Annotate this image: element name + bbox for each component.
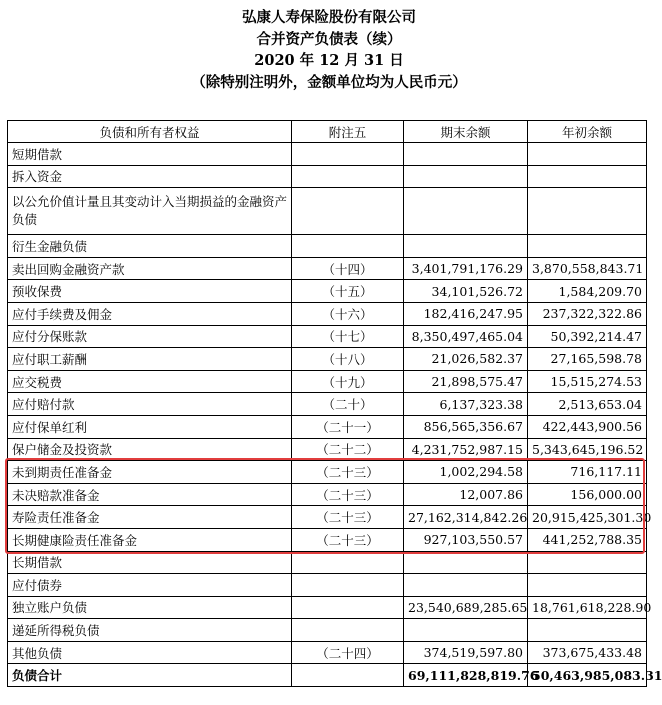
total-end-balance: 69,111,828,819.76	[404, 664, 528, 687]
row-item: 应付债券	[8, 574, 292, 597]
row-note	[292, 574, 404, 597]
row-begin-balance: 27,165,598.78	[528, 348, 647, 371]
table-header-row	[8, 121, 647, 143]
table-row	[8, 483, 647, 506]
row-end-balance	[404, 143, 528, 166]
row-item: 预收保费	[8, 280, 292, 303]
row-begin-balance	[528, 165, 647, 188]
row-note	[292, 188, 404, 235]
row-note	[292, 143, 404, 166]
table-row	[8, 257, 647, 280]
company-name: 弘康人寿保险股份有限公司	[242, 9, 416, 26]
row-item: 寿险责任准备金	[8, 506, 292, 529]
table-row	[8, 438, 647, 461]
row-begin-balance: 15,515,274.53	[528, 370, 647, 393]
row-item: 应付手续费及佣金	[8, 302, 292, 325]
table-row	[8, 415, 647, 438]
table-row	[8, 619, 647, 642]
row-begin-balance	[528, 143, 647, 166]
row-end-balance: 182,416,247.95	[404, 302, 528, 325]
row-item: 应付分保账款	[8, 325, 292, 348]
row-item: 未到期责任准备金	[8, 461, 292, 484]
table-row	[8, 143, 647, 166]
row-note	[292, 551, 404, 574]
row-begin-balance: 237,322,322.86	[528, 302, 647, 325]
table-row	[8, 302, 647, 325]
row-begin-balance	[528, 619, 647, 642]
row-note	[292, 235, 404, 258]
row-note: （十四）	[292, 257, 404, 280]
row-item: 未决赔款准备金	[8, 483, 292, 506]
row-item: 以公允价值计量且其变动计入当期损益的金融资产负债	[8, 188, 292, 235]
row-end-balance: 27,162,314,842.26	[404, 506, 528, 529]
row-end-balance	[404, 165, 528, 188]
table-row	[8, 235, 647, 258]
table-row	[8, 551, 647, 574]
row-end-balance: 6,137,323.38	[404, 393, 528, 416]
row-begin-balance: 373,675,433.48	[528, 641, 647, 664]
row-note	[292, 165, 404, 188]
currency-note: （除特别注明外，金额单位均为人民币元）	[191, 73, 467, 91]
row-note: （二十）	[292, 393, 404, 416]
row-note: （十五）	[292, 280, 404, 303]
row-begin-balance: 156,000.00	[528, 483, 647, 506]
table-row	[8, 280, 647, 303]
row-item: 应付职工薪酬	[8, 348, 292, 371]
row-note	[292, 596, 404, 619]
row-item: 其他负债	[8, 641, 292, 664]
row-end-balance: 34,101,526.72	[404, 280, 528, 303]
row-end-balance: 21,026,582.37	[404, 348, 528, 371]
row-item: 应付赔付款	[8, 393, 292, 416]
row-note: （二十三）	[292, 528, 404, 551]
total-row	[8, 664, 647, 687]
row-note: （二十一）	[292, 415, 404, 438]
row-note: （十九）	[292, 370, 404, 393]
row-begin-balance: 1,584,209.70	[528, 280, 647, 303]
report-title: 合并资产负债表（续）	[256, 30, 402, 48]
row-end-balance	[404, 619, 528, 642]
row-end-balance	[404, 235, 528, 258]
row-end-balance: 12,007.86	[404, 483, 528, 506]
row-end-balance: 4,231,752,987.15	[404, 438, 528, 461]
row-end-balance	[404, 551, 528, 574]
row-begin-balance	[528, 551, 647, 574]
row-begin-balance: 5,343,645,196.52	[528, 438, 647, 461]
table-row	[8, 325, 647, 348]
row-end-balance: 21,898,575.47	[404, 370, 528, 393]
report-header	[0, 0, 658, 93]
row-begin-balance	[528, 574, 647, 597]
table-row	[8, 641, 647, 664]
row-begin-balance	[528, 235, 647, 258]
row-item: 拆入资金	[8, 165, 292, 188]
row-note: （二十二）	[292, 438, 404, 461]
row-item: 递延所得税负债	[8, 619, 292, 642]
table-row	[8, 165, 647, 188]
row-begin-balance: 716,117.11	[528, 461, 647, 484]
row-begin-balance: 18,761,618,228.90	[528, 596, 647, 619]
table-row	[8, 370, 647, 393]
row-end-balance: 1,002,294.58	[404, 461, 528, 484]
row-note: （十六）	[292, 302, 404, 325]
row-begin-balance: 3,870,558,843.71	[528, 257, 647, 280]
row-note	[292, 664, 404, 687]
table-row	[8, 506, 647, 529]
col-header-note: 附注五	[292, 121, 404, 143]
table-row	[8, 528, 647, 551]
balance-sheet-table	[7, 120, 662, 687]
row-end-balance	[404, 188, 528, 235]
row-begin-balance: 422,443,900.56	[528, 415, 647, 438]
row-item: 长期健康险责任准备金	[8, 528, 292, 551]
row-item: 独立账户负债	[8, 596, 292, 619]
table-row	[8, 574, 647, 597]
col-header-begin-balance: 年初余额	[528, 121, 647, 143]
row-end-balance: 23,540,689,285.65	[404, 596, 528, 619]
row-begin-balance: 20,915,425,301.30	[528, 506, 647, 529]
table-row	[8, 188, 647, 235]
row-end-balance: 927,103,550.57	[404, 528, 528, 551]
row-item: 衍生金融负债	[8, 235, 292, 258]
col-header-item: 负债和所有者权益	[8, 121, 292, 143]
row-item: 长期借款	[8, 551, 292, 574]
col-header-end-balance: 期末余额	[404, 121, 528, 143]
row-note	[292, 619, 404, 642]
row-note: （二十三）	[292, 506, 404, 529]
row-item: 应付保单红利	[8, 415, 292, 438]
row-begin-balance: 2,513,653.04	[528, 393, 647, 416]
total-begin-balance: 50,463,985,083.31	[528, 664, 647, 687]
row-item: 应交税费	[8, 370, 292, 393]
row-begin-balance: 441,252,788.35	[528, 528, 647, 551]
row-end-balance: 8,350,497,465.04	[404, 325, 528, 348]
row-note: （十七）	[292, 325, 404, 348]
row-note: （二十四）	[292, 641, 404, 664]
table-row	[8, 393, 647, 416]
row-begin-balance	[528, 188, 647, 235]
row-begin-balance: 50,392,214.47	[528, 325, 647, 348]
row-end-balance: 856,565,356.67	[404, 415, 528, 438]
row-end-balance: 374,519,597.80	[404, 641, 528, 664]
row-item: 卖出回购金融资产款	[8, 257, 292, 280]
row-item: 短期借款	[8, 143, 292, 166]
table-row	[8, 461, 647, 484]
row-end-balance	[404, 574, 528, 597]
row-note: （二十三）	[292, 483, 404, 506]
table-row	[8, 596, 647, 619]
row-note: （二十三）	[292, 461, 404, 484]
report-date: 2020 年 12 月 31 日	[254, 52, 404, 69]
table-row	[8, 348, 647, 371]
row-item: 保户储金及投资款	[8, 438, 292, 461]
total-label: 负债合计	[8, 664, 292, 687]
row-note: （十八）	[292, 348, 404, 371]
row-end-balance: 3,401,791,176.29	[404, 257, 528, 280]
